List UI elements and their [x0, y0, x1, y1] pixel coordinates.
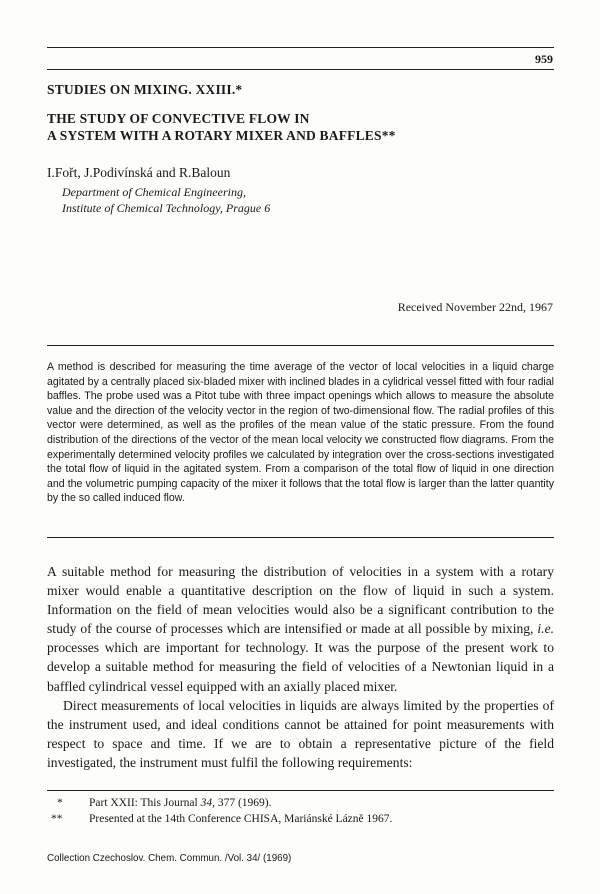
footnote-text: Presented at the 14th Conference CHISA, Mariánské Lázně 1967. [89, 813, 393, 825]
page-number: 959 [535, 52, 553, 66]
abstract: A method is described for measuring the time average of the vector of local velocities in a liquid charge agitated by a centrally placed six-bladed mixer with inclined blades in a cylidrical vessel fitted with four radial baffles. The probe used was a Pitot tube with three impact openings which allows to measure the absolute value and the direction of the velocity vector in the region of two-dimensional flow. The radial profiles of this vector were determined, as well as the profiles of the mean value of the static pressure. From the found distribution of the directions of the vector of the mean local velocity we constructed flow diagrams. From the experimentally determined velocity profiles we calculated by integration over the cross-sections investigated the total flow of liquid in the agitated system. From a comparison of the total flow of liquid in one direction and the volumetric pumping capacity of the mixer it follows that the total flow is larger than the latter quantity by the so called induced flow. [47, 361, 554, 505]
footnote-mark: * [57, 797, 63, 809]
journal-citation: Collection Czechoslov. Chem. Commun. /Vol. 34/ (1969) [47, 853, 292, 864]
header-rule [47, 47, 554, 48]
footnote-mark: ** [51, 813, 63, 825]
footnote-rule [47, 790, 554, 791]
body-paragraph: Direct measurements of local velocities in liquids are always limited by the properties of the instrument used, and ideal conditions cannot be attained for point measurements with respect to space and time. If we are to obtain a representative picture of the field investigated, the instrument must fulfil the following requirements: [47, 697, 554, 770]
paper-title [47, 110, 547, 144]
body-text [47, 562, 554, 772]
received-date: Received November 22nd, 1967 [397, 300, 553, 314]
body-paragraph: A suitable method for measuring the distribution of velocities in a system with a rotary mixer would enable a quantitative description on the flow of liquid in such a system. Information on the field of mean velocities would also be a significant contribution to the study of the course of processes which are intensified or made at all possible by mixing, i.e. processes which are important for technology. It was the purpose of the present work to develop a suitable method for measuring the field of velocities of a Newtonian liquid in a baffled cylindrical vessel equipped with an axially placed mixer. [47, 564, 554, 694]
abstract-bottom-rule [47, 537, 554, 538]
title-line: THE STUDY OF CONVECTIVE FLOW IN [47, 111, 310, 126]
emphasis-ie: i.e. [537, 621, 554, 637]
section-title: STUDIES ON MIXING. XXIII.* [47, 82, 243, 97]
affiliation [62, 184, 270, 216]
authors: I.Fořt, J.Podivínská and R.Baloun [47, 165, 231, 180]
affiliation-line: Department of Chemical Engineering, [62, 185, 246, 199]
footnote-text: Part XXII: This Journal 34, 377 (1969). [89, 797, 272, 809]
affiliation-line: Institute of Chemical Technology, Prague 6 [62, 201, 271, 215]
header-rule-lower [47, 69, 554, 70]
abstract-top-rule [47, 345, 554, 346]
title-line: A SYSTEM WITH A ROTARY MIXER AND BAFFLES** [47, 128, 396, 143]
